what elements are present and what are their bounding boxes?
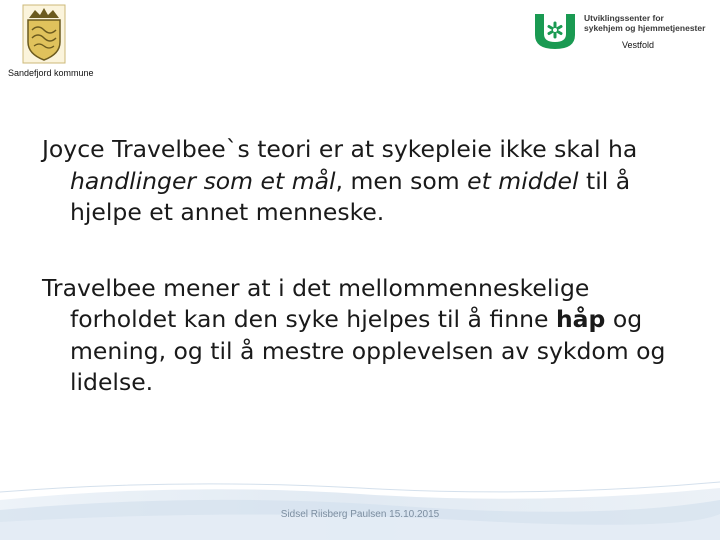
- p2-text-2: og mening, og til å mestre opplevelsen av sykdom og lidelse.: [70, 305, 666, 396]
- municipality-name: Sandefjord kommune: [8, 68, 94, 78]
- p1-emphasis-1: handlinger som et mål: [70, 166, 336, 195]
- organization-line-1: Utviklingssenter for: [584, 13, 664, 23]
- paragraph-2: [42, 273, 682, 399]
- organization-name: [584, 13, 705, 33]
- p1-text-3: til å hjelpe et annet menneske.: [70, 166, 631, 226]
- p2-strong-1: håp: [555, 305, 606, 333]
- p1-emphasis-2: et middel: [467, 166, 579, 195]
- slide-body: [42, 134, 682, 399]
- p1-text-1: Joyce Travelbee`s teori er at sykepleie ikke skal ha: [42, 135, 638, 163]
- paragraph-1: [42, 134, 682, 229]
- p2-text-1: Travelbee mener at i det mellommenneskelige forholdet kan den syke hjelpes til å finne: [42, 273, 590, 333]
- organization-line-2: sykehjem og hjemmetjenester: [584, 23, 706, 33]
- municipal-crest-icon: [22, 4, 66, 64]
- p1-text-2: , men som: [335, 166, 468, 195]
- footer-author-date: Sidsel Riisberg Paulsen 15.10.2015: [280, 509, 440, 520]
- region-label: Vestfold: [622, 40, 655, 50]
- u-logo-icon: [533, 12, 577, 50]
